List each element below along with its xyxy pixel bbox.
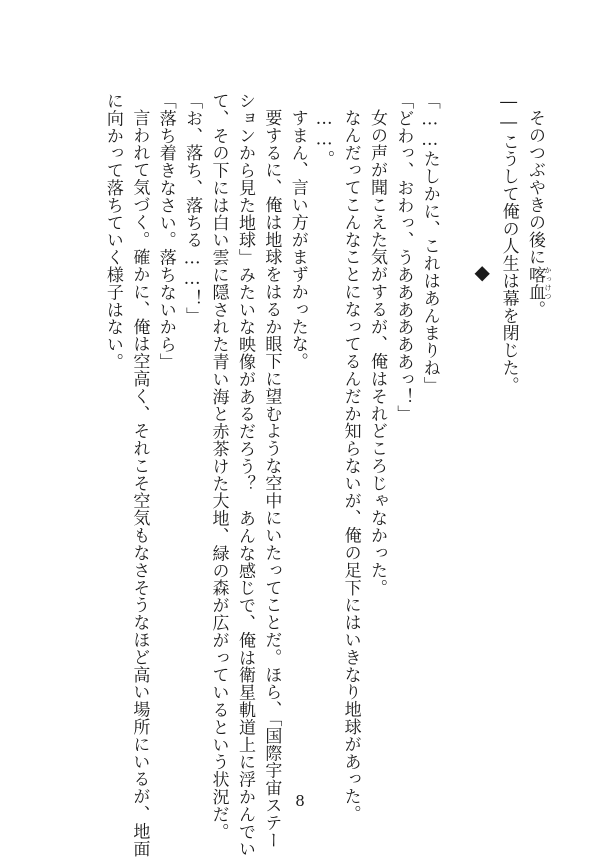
text-line: ……。 [314,109,335,168]
text-line: 要するに、俺は地球をはるか眼下に望むような空中にいたってことだ。ほら、「国際宇宙ステー [261,109,282,849]
text-line: 言われて気づく。確かに、俺は空高く、それこそ空気もなさそうなほど高い場所にいるが、地面 [129,109,150,858]
section-separator-icon: ◆ [470,260,495,285]
text-line [522,92,552,772]
text-line: に向かって落ちていく様子はない。 [102,92,123,371]
ruby-base: 喀血 [525,265,545,301]
ruby-reading: かっけつ [544,265,552,301]
page-number: 8 [295,792,305,810]
text-line: なんだってこんなことになってるんだか知らないが、俺の足下にはいきなり地球があった。 [340,109,361,823]
text-line: すまん、言い方がまずかったな。 [287,109,308,370]
blank-line [443,92,469,772]
text-line: て、その下には白い雲に隠された青い海と赤茶けた大地、緑の森が広がっているという状況だ。 [208,92,229,841]
vertical-text-body [32,92,552,858]
ruby-word [525,265,552,301]
text-line: 「……たしかに、これはあんまりね」 [419,92,440,394]
text-line: 女の声が聞こえた気がするが、俺はそれどころじゃなかった。 [366,109,387,597]
text-line: 「落ち着きなさい。落ちないから」 [155,92,176,371]
text-line: ――こうして俺の人生は幕を閉じた。 [498,92,519,394]
text-segment: 。 [525,300,545,318]
text-line: 「お、落ち、落ちる……！」 [182,92,203,325]
text-line: ションから見た地球」みたいな映像があるだろう？ あんな感じで、俺は衛星軌道上に浮かんでい [234,92,255,858]
text-line: 「どわっ、おわっ、うああああああっ！」 [393,92,414,423]
text-segment: そのつぶやきの後に [525,109,545,266]
